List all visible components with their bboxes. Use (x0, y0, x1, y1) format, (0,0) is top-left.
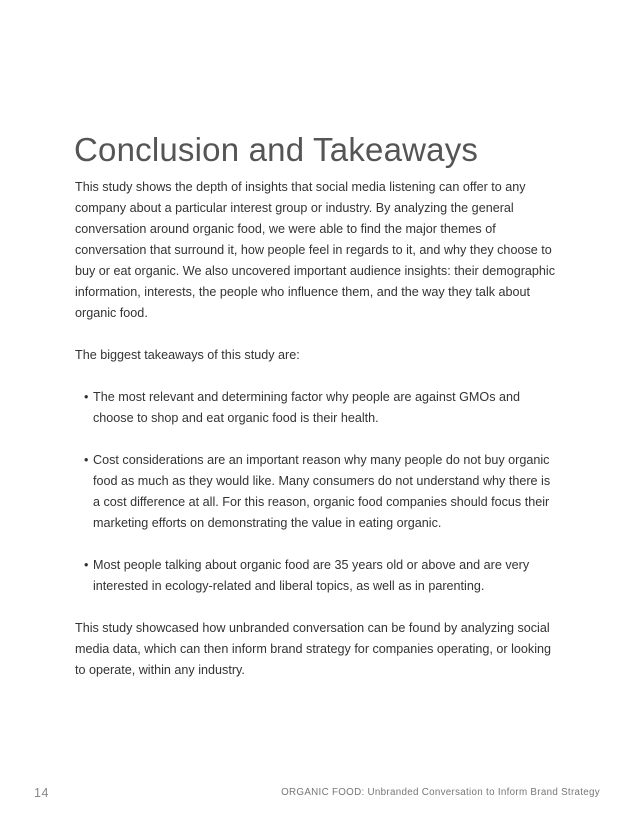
bullet-icon: • (84, 453, 89, 467)
body-text (75, 177, 555, 681)
takeaway-text: Cost considerations are an important reason why many people do not buy organic food as much as they would like. Many consumers do not understand why there is a cost difference at all. For this reason, organic food companies should focus their marketing efforts on demonstrating the value in eating organic. (93, 453, 551, 530)
running-footer-title: ORGANIC FOOD: Unbranded Conversation to Inform Brand Strategy (281, 787, 600, 798)
takeaways-list (75, 387, 555, 597)
takeaways-lead: The biggest takeaways of this study are: (75, 348, 300, 362)
takeaway-text: The most relevant and determining factor why people are against GMOs and choose to shop and eat organic food is their health. (93, 390, 521, 425)
takeaway-item (75, 450, 555, 534)
takeaway-item (75, 555, 555, 597)
takeaway-item (75, 387, 555, 429)
page-title: Conclusion and Takeaways (74, 131, 479, 168)
bullet-icon: • (84, 390, 89, 404)
takeaway-text: Most people talking about organic food are 35 years old or above and are very interested in ecology-related and liberal topics, as well as in parenting. (93, 558, 530, 593)
bullet-icon: • (84, 558, 89, 572)
page-number: 14 (34, 786, 49, 800)
closing-paragraph: This study showcased how unbranded conversation can be found by analyzing social media data, which can then inform brand strategy for companies operating, or looking to operate, within any industry. (75, 621, 552, 677)
intro-paragraph: This study shows the depth of insights that social media listening can offer to any company about a particular interest group or industry. By analyzing the general conversation around organic food, we were able to find the major themes of conversation that surround it, how people feel in regards to it, and why they choose to buy or eat organic. We also uncovered important audience insights: their demographic information, interests, the people who influence them, and the way they talk about organic food. (75, 180, 556, 320)
